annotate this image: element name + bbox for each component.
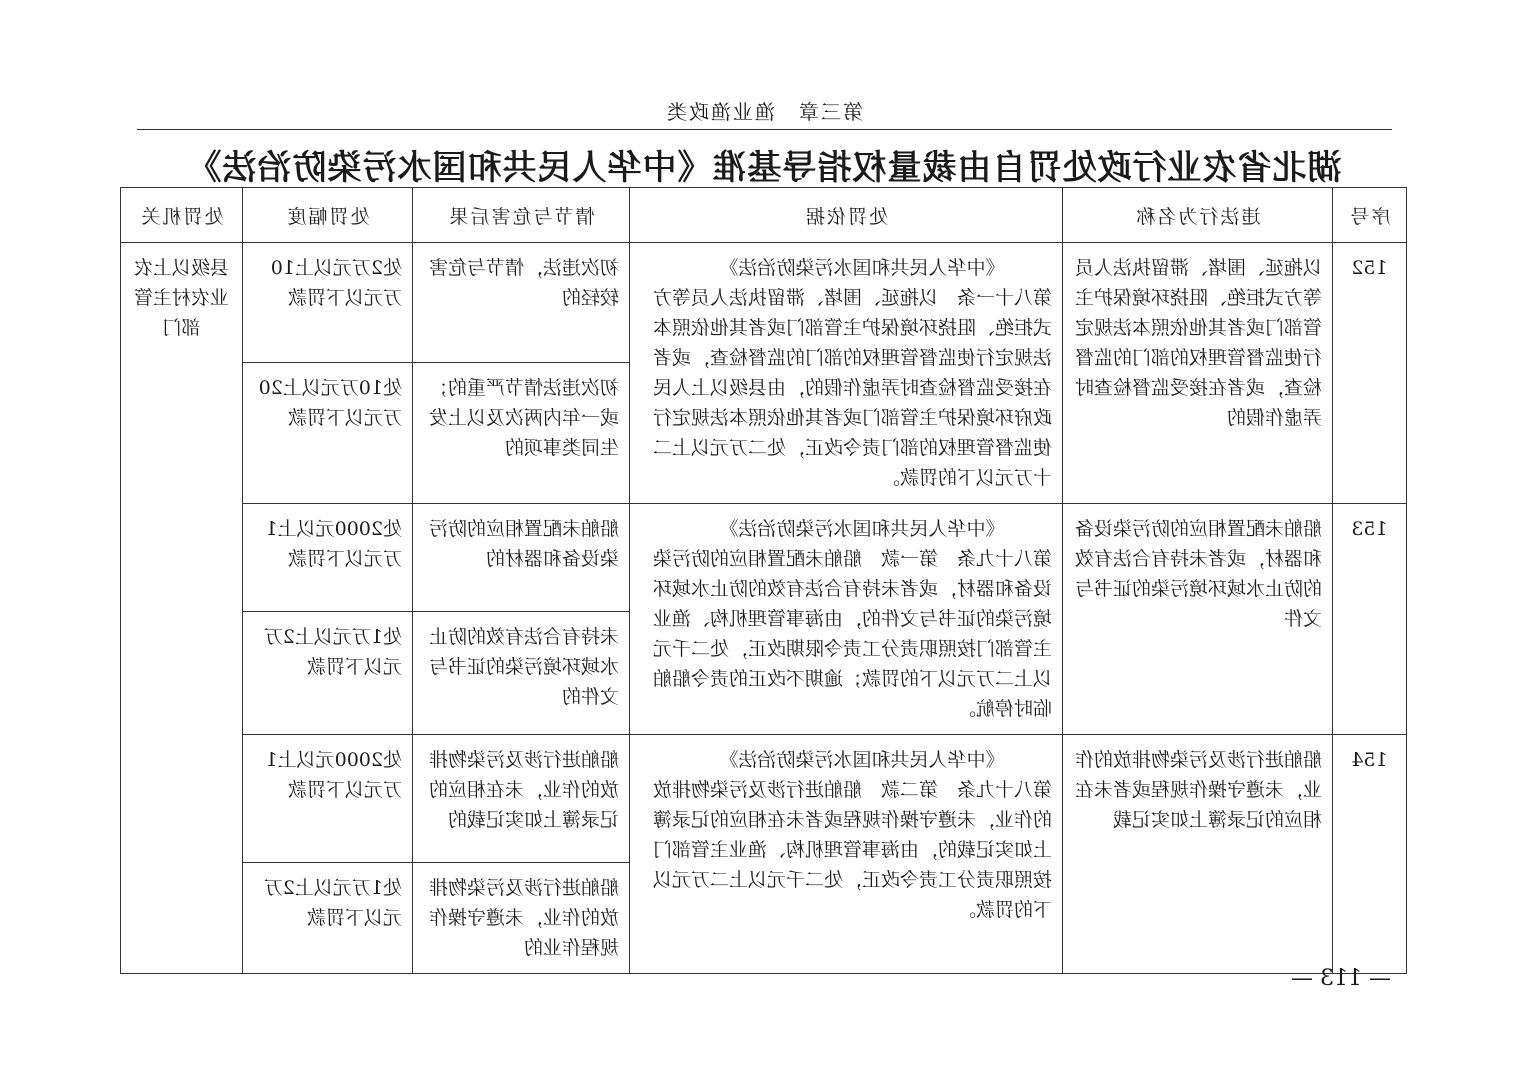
header-rule: [137, 129, 1392, 130]
basis-law-title: 《中华人民共和国水污染防治法》: [719, 257, 1005, 279]
table-header-row: [121, 188, 1407, 243]
table-row: [121, 735, 1407, 863]
seq-cell: 152: [1333, 243, 1407, 504]
circumstances-cell: 初次违法，情节与危害较轻的: [413, 243, 630, 363]
penalty-table: [120, 187, 1407, 974]
page-title: 湖北省农业行政处罚自由裁量权指导基准《中华人民共和国水污染防治法》: [186, 148, 1342, 188]
column-header-violation: 违法行为名称: [1063, 188, 1333, 243]
basis-text: 第八十一条 以拖延、围堵、滞留执法人员等方式拒绝、阻挠环境保护主管部门或者其他依照本法规定行使监督管理权的部门的监督检查，或者在接受监督检查时弄虚作假的，由县级以上人民政府环境保护主管部门或者其他依照本法规定行使监督管理权的部门责令改正，处二万元以上二十万元以下的罚款。: [652, 287, 1052, 489]
chapter-header: 第三章 渔业渔政类: [665, 100, 863, 124]
circumstances-cell: 船舶进行涉及污染物排放的作业，未在相应的记录簿上如实记载的: [413, 735, 630, 863]
basis-cell: [630, 243, 1063, 504]
basis-law-title: 《中华人民共和国水污染防治法》: [719, 518, 1005, 540]
basis-law-title: 《中华人民共和国水污染防治法》: [719, 749, 1005, 771]
degree-cell: 处2000元以上1万元以下罚款: [243, 735, 413, 863]
seq-cell: 154: [1333, 735, 1407, 974]
violation-cell: 船舶未配置相应的防污染设备和器材，或者未持有合法有效的防止水域环境污染的证书与文件: [1063, 504, 1333, 735]
table-row: [121, 243, 1407, 363]
basis-cell: [630, 504, 1063, 735]
authority-cell: 县级以上农业农村主管部门: [121, 243, 243, 974]
violation-cell: 以拖延、围堵、滞留执法人员等方式拒绝、阻挠环境保护主管部门或者其他依照本法规定行使监督管理权的部门的监督检查，或者在接受监督检查时弄虚作假的: [1063, 243, 1333, 504]
table-row: [121, 504, 1407, 612]
violation-cell: 船舶进行涉及污染物排放的作业，未遵守操作规程或者未在相应的记录簿上如实记载: [1063, 735, 1333, 974]
degree-cell: 处2万元以上10万元以下罚款: [243, 243, 413, 363]
column-header-seq: 序号: [1333, 188, 1407, 243]
seq-cell: 153: [1333, 504, 1407, 735]
column-header-authority: 处罚机关: [121, 188, 243, 243]
degree-cell: 处2000元以上1万元以下罚款: [243, 504, 413, 612]
basis-text: 第八十九条 第二款 船舶进行涉及污染物排放的作业，未遵守操作规程或者未在相应的记录簿上如实记载的，由海事管理机构、渔业主管部门按照职责分工责令改正，处二千元以上二万元以下的罚款。: [652, 779, 1052, 921]
page-number: — 113 —: [1291, 966, 1391, 991]
basis-cell: [630, 735, 1063, 974]
column-header-degree: 处罚幅度: [243, 188, 413, 243]
column-header-circumstances: 情节与危害后果: [413, 188, 630, 243]
column-header-basis: 处罚依据: [630, 188, 1063, 243]
basis-text: 第八十九条 第一款 船舶未配置相应的防污染设备和器材，或者未持有合法有效的防止水域环境污染的证书与文件的，由海事管理机构、渔业主管部门按照职责分工责令限期改正，处二千元以上二万元以下的罚款；逾期不改正的责令船舶临时停航。: [652, 548, 1052, 720]
degree-cell: 处10万元以上20万元以下罚款: [243, 362, 413, 503]
degree-cell: 处1万元以上2万元以下罚款: [243, 611, 413, 734]
circumstances-cell: 初次违法情节严重的；或一年内两次及以上发生同类事项的: [413, 362, 630, 503]
circumstances-cell: 船舶未配置相应的防污染设备和器材的: [413, 504, 630, 612]
circumstances-cell: 船舶进行涉及污染物排放的作业，未遵守操作规程作业的: [413, 863, 630, 974]
circumstances-cell: 未持有合法有效的防止水域环境污染的证书与文件的: [413, 611, 630, 734]
degree-cell: 处1万元以上2万元以下罚款: [243, 863, 413, 974]
